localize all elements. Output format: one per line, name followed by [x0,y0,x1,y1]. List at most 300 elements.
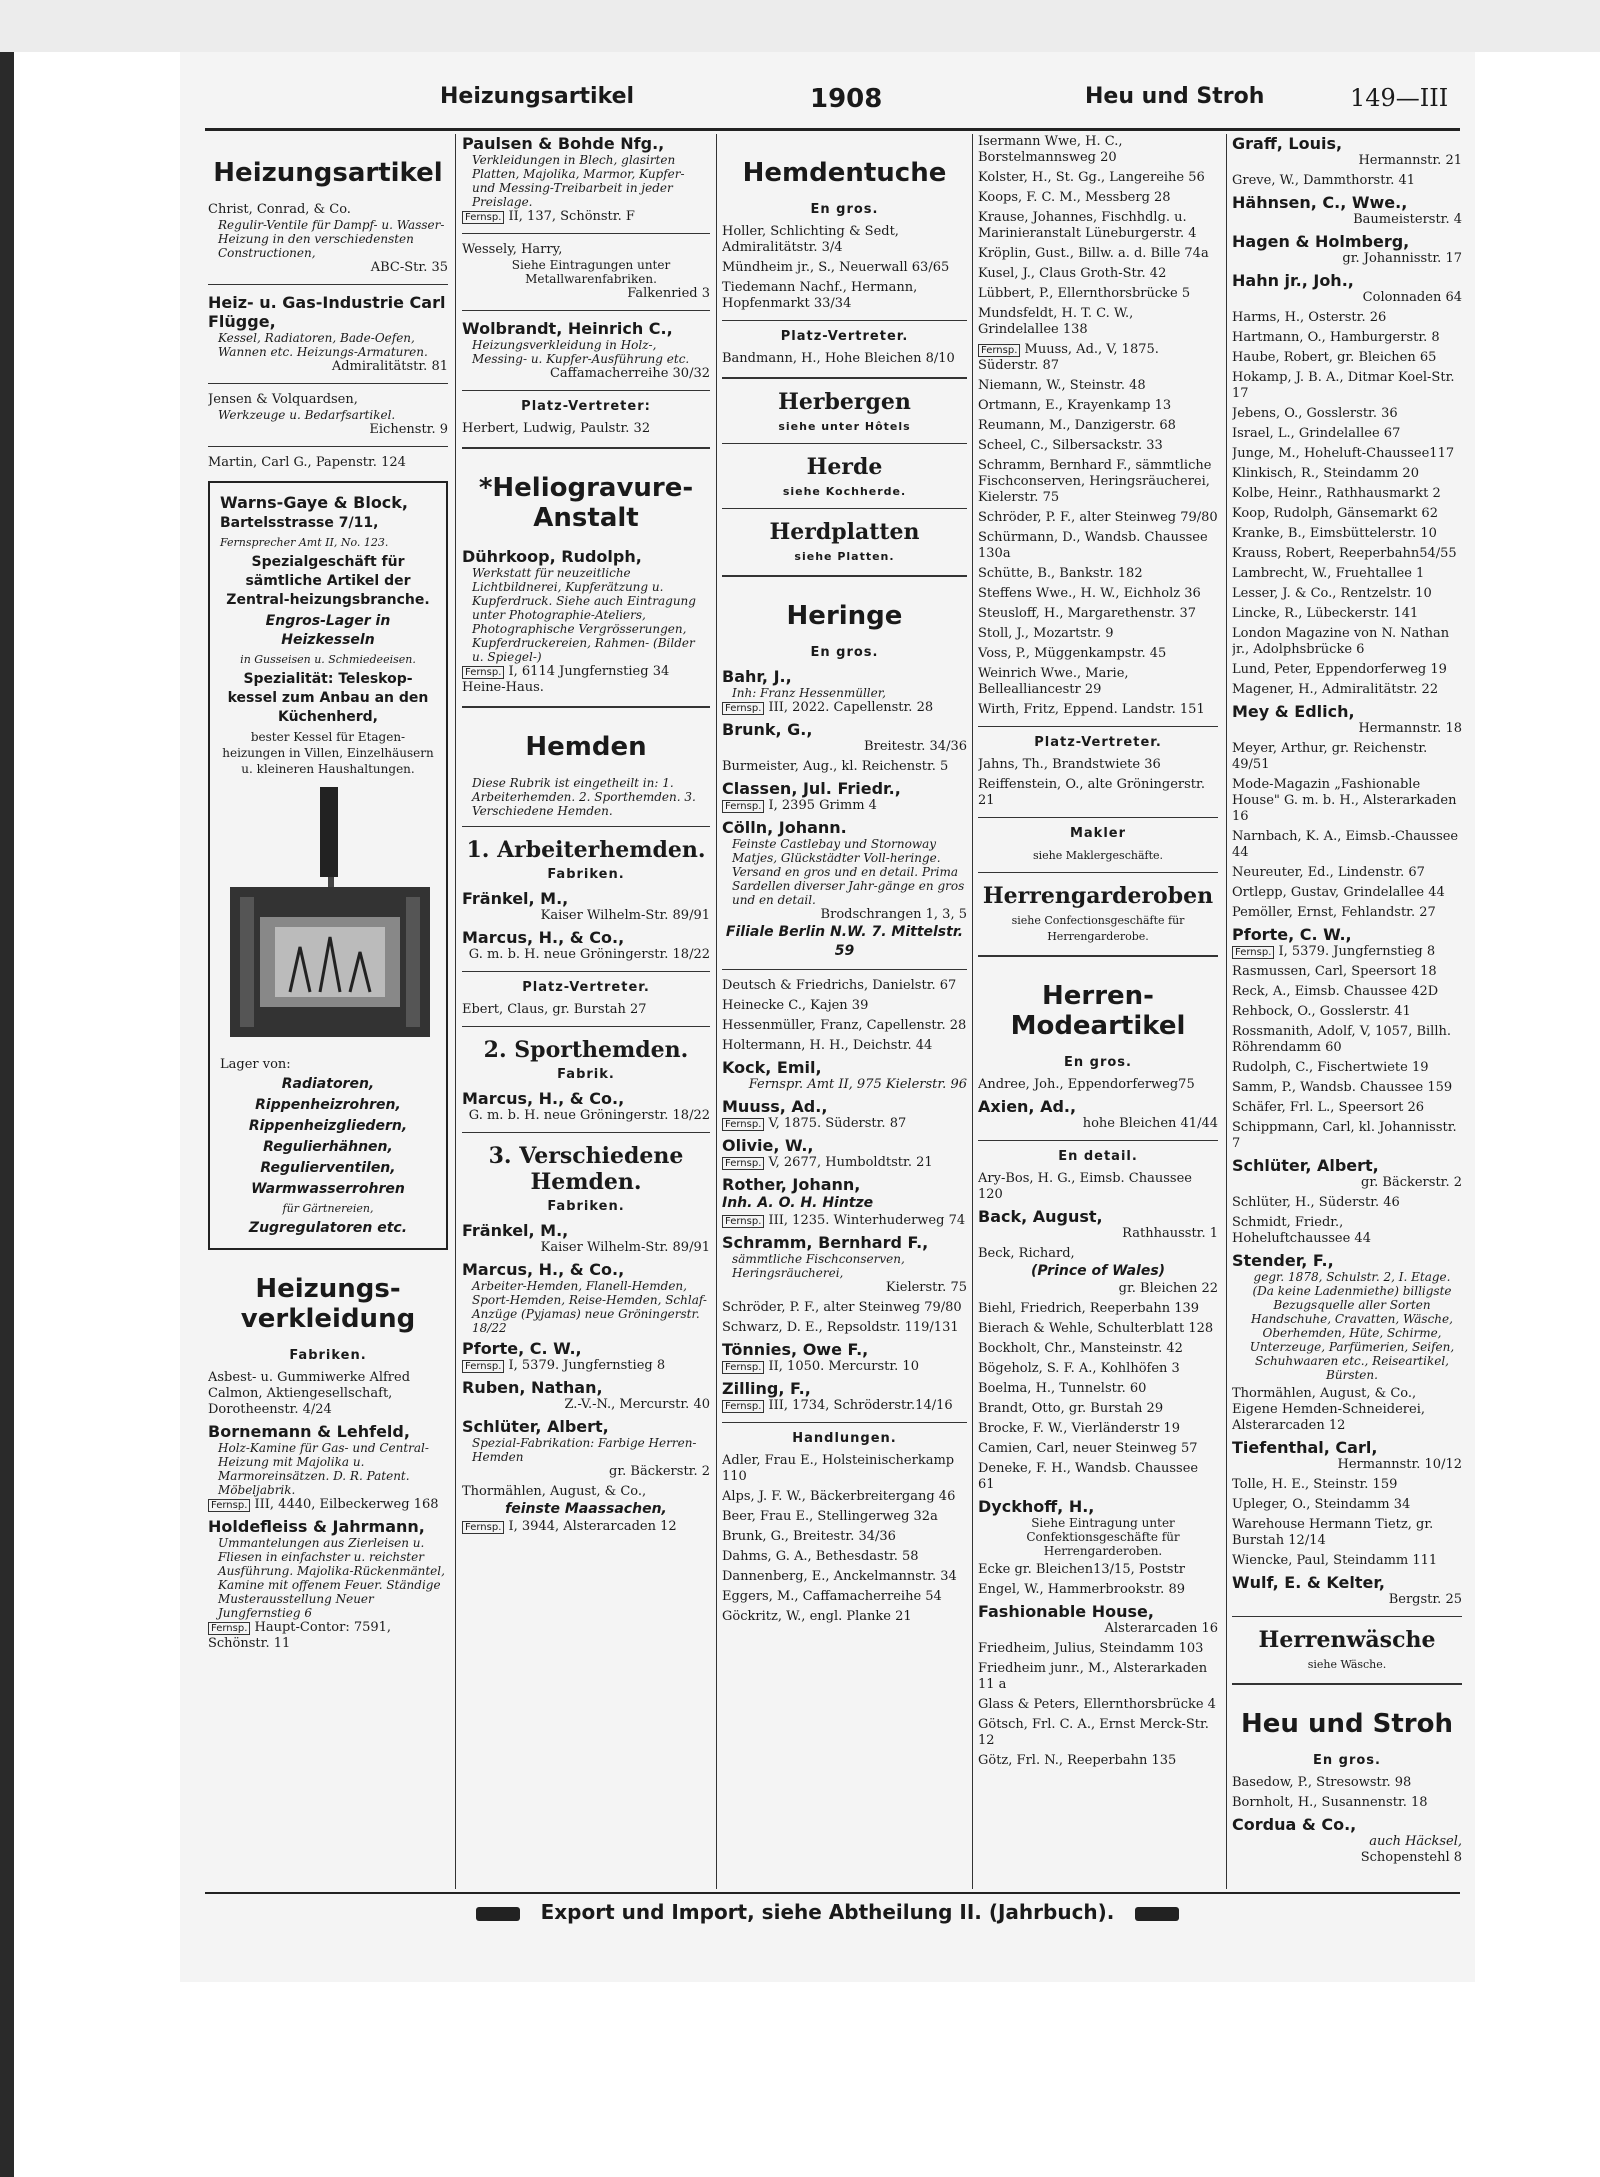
listing-entry: Mündheim jr., S., Neuerwall 63/65 [722,260,950,275]
entry-name: Ruben, Nathan, [462,1378,603,1397]
divider [462,447,710,449]
subheading: Platz-Vertreter. [1034,735,1162,750]
list-item: Pemöller, Ernst, Fehlandstr. 27 [1232,905,1436,920]
entry-description: Kessel, Radiatoren, Bade-Oefen, Wannen etc. Heizungs-Armaturen. [218,331,428,359]
entry-address: V, 2677, Humboldtstr. 21 [768,1155,933,1170]
entry-name: Schlüter, Albert, [1232,1156,1379,1175]
entry-name: Muuss, Ad., [722,1097,828,1116]
listing-entry [462,1089,710,1124]
entry-address: Falkenried 3 [627,286,710,301]
entry-name: Dührkoop, Rudolph, [462,547,642,566]
footer-note [200,1900,1455,1924]
divider [208,383,448,384]
telephone-stamp: Fernsp. [722,1400,764,1413]
entry-name: Paulsen & Bohde Nfg., [462,134,665,153]
list-item: Reiffenstein, O., alte Gröningerstr. 21 [978,777,1205,808]
listing-entry: Holler, Schlichting & Sedt, Admiralitätstr. 3/4 [722,224,899,255]
entry-address: Kaiser Wilhelm-Str. 89/91 [540,908,710,923]
telephone-stamp: Fernsp. [722,800,764,813]
listing-entry [722,1058,967,1093]
list-item [978,342,1218,374]
listing-entry: Herbert, Ludwig, Paulstr. 32 [462,421,651,436]
subheading: Platz-Vertreter. [522,980,650,995]
listing-entry: Hessenmüller, Franz, Capellenstr. 28 [722,1018,967,1033]
list-item: Schürmann, D., Wandsb. Chaussee 130a [978,530,1208,561]
cross-reference: siehe Maklergeschäfte. [1032,849,1164,862]
cross-reference: siehe unter Hôtels [778,420,911,433]
entry-description: Heizungsverkleidung in Holz-, Messing- u. Kupfer-Ausführung etc. [472,338,690,366]
subheading: Fabrik. [557,1067,615,1082]
list-item: Samm, P., Wandsb. Chaussee 159 [1232,1080,1453,1095]
entry-address: Caffamacherreihe 30/32 [549,366,710,381]
entry-address: Rathhausstr. 1 [1122,1226,1218,1241]
subheading: En detail. [1058,1149,1138,1164]
section-heading: Hemdentuche [742,158,947,188]
entry-address: I, 6114 Jungfernstieg 34 Heine-Haus. [462,664,670,695]
list-item: Greve, W., Dammthorstr. 41 [1232,173,1416,188]
entry-name: Bornemann & Lehfeld, [208,1422,410,1441]
listing-entry [1232,925,1462,960]
list-item: London Magazine von N. Nathan jr., Adolphsbrücke 6 [1232,626,1450,657]
list-item: Dahms, G. A., Bethesdastr. 58 [722,1549,919,1564]
entry-description: Holz-Kamine für Gas- und Central-Heizung mit Majolika u. Marmoreinsätzen. D. R. Patent. Möbeljabrik. [218,1441,429,1497]
list-item: Lübbert, P., Ellernthorsbrücke 5 [978,286,1191,301]
ad-item: Rippenheizgliedern, [248,1118,408,1134]
entry-name: Pforte, C. W., [462,1339,582,1358]
entry-name: Jensen & Volquardsen, [208,392,358,407]
ad-street: Bartelsstrasse 7/11, [220,515,379,531]
list-item: Eggers, M., Caffamacherreihe 54 [722,1589,942,1604]
list-item: Neureuter, Ed., Lindenstr. 67 [1232,865,1425,880]
list-item: Lund, Peter, Eppendorferweg 19 [1232,662,1447,677]
ad-item: Warmwasserrohren [251,1181,405,1197]
list-item: Mode-Magazin „Fashionable House" G. m. b. H., Alsterarkaden 16 [1232,777,1457,824]
running-head-right: Heu und Stroh [1085,84,1265,109]
listing-entry [1232,271,1462,306]
subheading: Platz-Vertreter. [780,329,909,344]
entry-description: (Prince of Wales) [1030,1263,1166,1279]
divider [462,971,710,972]
listing-entry [722,1175,967,1229]
entry-address: gr. Johannisstr. 17 [1342,251,1462,266]
list-item: Junge, M., Hoheluft-Chaussee117 [1232,446,1455,461]
listing-entry [1232,1573,1462,1608]
list-item: Krause, Johannes, Fischhdlg. u. Marinieranstalt Lüneburgerstr. 4 [978,210,1197,241]
list-item: Wirth, Fritz, Eppend. Landstr. 151 [978,702,1205,717]
list-item: Israel, L., Grindelallee 67 [1232,426,1401,441]
list-item: Schütte, B., Bankstr. 182 [978,566,1143,581]
entry-name: Schramm, Bernhard F., [722,1233,929,1252]
entry-name: Graff, Louis, [1232,134,1343,153]
list-item: Engel, W., Hammerbrookstr. 89 [978,1582,1185,1597]
listing-entry [208,293,448,375]
listing-entry [722,779,967,814]
entry-text: Muuss, Ad., V, 1875. Süderstr. 87 [978,342,1159,373]
listing-entry [1232,232,1462,267]
cross-reference: siehe Confectionsgeschäfte für Herrengarderobe. [1011,914,1185,943]
section-heading: Heizungs-verkleidung [240,1274,416,1334]
entry-name: Bahr, J., [722,667,792,686]
entry-branch: Filiale Berlin N.W. 7. Mittelstr. 59 [725,924,964,959]
divider [722,969,967,970]
list-item: Lambrecht, W., Fruehtallee 1 [1232,566,1425,581]
ad-text: Lager von: [220,1057,291,1072]
divider [462,1026,710,1027]
entry-address: Colonnaden 64 [1362,290,1462,305]
list-item: Scheel, C., Silbersackstr. 33 [978,438,1163,453]
list-item: Bockholt, Chr., Mansteinstr. 42 [978,1341,1183,1356]
entry-address: III, 2022. Capellenstr. 28 [768,700,934,715]
telephone-stamp: Fernsp. [462,211,504,224]
entry-name: Axien, Ad., [978,1097,1077,1116]
divider [462,310,710,311]
listing-entry [462,1417,710,1480]
list-item: Kranke, B., Eimsbüttelerstr. 10 [1232,526,1437,541]
list-item: Klinkisch, R., Steindamm 20 [1232,466,1419,481]
entry-address: Bergstr. 25 [1388,1592,1462,1607]
divider [978,1140,1218,1141]
list-item: Mundsfeldt, H. T. C. W., Grindelallee 138 [978,306,1134,337]
listing-entry: Asbest- u. Gummiwerke Alfred Calmon, Aktiengesellschaft, Dorotheenstr. 4/24 [208,1370,411,1417]
list-item: Stoll, J., Mozartstr. 9 [978,626,1114,641]
entry-address: Hermannstr. 10/12 [1337,1457,1462,1472]
column-3 [722,134,967,1889]
divider [722,377,967,379]
divider [722,320,967,321]
entry-address: I, 5379. Jungfernstieg 8 [1278,944,1436,959]
list-item: Schlüter, H., Süderstr. 46 [1232,1195,1400,1210]
list-item: Brunk, G., Breitestr. 34/36 [722,1529,896,1544]
list-item: Kröplin, Gust., Billw. a. d. Bille 74a [978,246,1209,261]
subsection-heading: Herrengarderoben [982,883,1214,909]
ad-item: Zugregulatoren etc. [248,1220,408,1236]
listing-entry [978,1097,1218,1132]
divider [462,1132,710,1133]
column-rule [1226,134,1227,1889]
entry-name: Hähnsen, C., Wwe., [1232,193,1408,212]
divider [462,390,710,391]
entry-address: G. m. b. H. neue Gröningerstr. 18/22 [468,947,710,962]
entry-address: Haupt-Contor: 7591, Schönstr. 11 [208,1620,392,1651]
subsection-heading: Herbergen [778,389,911,415]
subsection-heading: 3. Verschiedene Hemden. [488,1143,684,1195]
subheading: En gros. [1313,1753,1381,1768]
list-item: Koops, F. C. M., Messberg 28 [978,190,1171,205]
listing-entry [462,547,710,696]
entry-description: Werkzeuge u. Bedarfsartikel. [218,408,396,422]
listing-entry [978,1602,1218,1637]
subheading: Fabriken. [547,867,625,882]
header-rule [205,128,1460,131]
entry-name: Cordua & Co., [1232,1815,1357,1834]
entry-address: V, 1875. Süderstr. 87 [768,1116,907,1131]
ad-text: Engros-Lager in Heizkesseln [265,613,391,648]
list-item: Isermann Wwe, H. C., Borstelmannsweg 20 [978,134,1123,165]
listing-entry [1232,1156,1462,1191]
listing-entry: Holtermann, H. H., Deichstr. 44 [722,1038,933,1053]
entry-description: gegr. 1878, Schulstr. 2, I. Etage. (Da keine Ladenmiethe) billigste Bezugsquelle aller Sorten Handschuhe, Cravatten, Wäsche, Oberhemden, Hüte, Schirme, Unterzeuge, Parfümerien, Seifen, Schuhwaaren etc., Reiseartikel, Bürsten. [1249,1270,1455,1382]
cross-reference: siehe Wäsche. [1307,1658,1387,1671]
listing-entry [462,1378,710,1413]
subheading: Handlungen. [792,1431,897,1446]
entry-address: ABC-Str. 35 [370,260,448,275]
divider [978,872,1218,873]
entry-name: Cölln, Johann. [722,818,847,837]
advertisement-box [208,481,448,1250]
telephone-stamp: Fernsp. [722,1157,764,1170]
telephone-stamp: Fernsp. [722,702,764,715]
ad-item: Regulierhähnen, [263,1139,393,1155]
entry-name: Christ, Conrad, & Co. [208,202,351,217]
list-item: Basedow, P., Stresowstr. 98 [1232,1775,1412,1790]
list-item: Wiencke, Paul, Steindamm 111 [1232,1553,1438,1568]
listing-entry [1232,1251,1462,1382]
listing-entry [722,667,967,716]
subsection-heading: Herdplatten [769,519,920,545]
entry-name: Schlüter, Albert, [462,1417,609,1436]
divider [208,284,448,285]
list-item: Alps, J. F. W., Bäckerbreitergang 46 [722,1489,956,1504]
list-item: Göckritz, W., engl. Planke 21 [722,1609,912,1624]
scan-top-margin [0,0,1600,52]
list-item: Deneke, F. H., Wandsb. Chaussee 61 [978,1461,1199,1492]
entry-name: Holdefleiss & Jahrmann, [208,1517,425,1536]
divider [462,706,710,708]
listing-entry [462,1339,710,1374]
ad-text: Spezialgeschäft für sämtliche Artikel der Zentral-heizungsbranche. [226,554,430,608]
subsection-heading: 2. Sporthemden. [483,1037,689,1063]
entry-description: feinste Maassachen, [505,1501,667,1517]
listing-entry [722,1233,967,1296]
list-item: Ortmann, E., Krayenkamp 13 [978,398,1172,413]
subheading: Fabriken. [289,1348,367,1363]
entry-address: Hermannstr. 21 [1358,153,1462,168]
list-item: Schippmann, Carl, kl. Johannisstr. 7 [1232,1120,1457,1151]
listing-entry: Burmeister, Aug., kl. Reichenstr. 5 [722,759,949,774]
ad-text: in Gusseisen u. Schmiedeeisen. [240,653,416,666]
entry-address: I, 5379. Jungfernstieg 8 [508,1358,666,1373]
entry-address: I, 2395 Grimm 4 [768,798,877,813]
divider [1232,1616,1462,1617]
telephone-stamp: Fernsp. [208,1499,250,1512]
ad-item: Regulierventilen, [260,1160,396,1176]
entry-address: Eichenstr. 9 [369,422,448,437]
listing-entry [462,928,710,963]
column-5 [1232,134,1462,1889]
listing-entry [1232,193,1462,228]
listing-entry [978,1207,1218,1242]
divider [722,508,967,509]
list-item: Warehouse Hermann Tietz, gr. Burstah 12/14 [1232,1517,1434,1548]
cross-reference: siehe Kochherde. [782,485,907,498]
list-item: Harms, H., Osterstr. 26 [1232,310,1387,325]
entry-address: III, 1734, Schröderstr.14/16 [768,1398,953,1413]
list-item: Kusel, J., Claus Groth-Str. 42 [978,266,1167,281]
listing-entry [462,889,710,924]
list-item: Steffens Wwe., H. W., Eichholz 36 [978,586,1201,601]
ad-item: Radiatoren, [281,1076,375,1092]
telephone-stamp: Fernsp. [208,1622,250,1635]
entry-name: Fränkel, M., [462,1221,569,1240]
entry-description: Feinste Castlebay und Stornoway Matjes, Glückstädter Voll-heringe. Versand en gros und en detail. Prima Sardellen diverser Jahr-gänge en gros und en detail. [732,837,965,907]
entry-description: Inh: Franz Hessenmüller, [732,686,886,700]
entry-address: Hermannstr. 18 [1358,721,1462,736]
list-item: Koop, Rudolph, Gänsemarkt 62 [1232,506,1438,521]
list-item: Camien, Carl, neuer Steinweg 57 [978,1441,1198,1456]
entry-name: Heiz- u. Gas-Industrie Carl Flügge, [208,293,446,331]
divider [462,826,710,827]
entry-address: III, 1235. Winterhuderweg 74 [768,1213,966,1228]
ad-text: bester Kessel für Etagen-heizungen in Villen, Einzelhäusern u. kleineren Haushaltungen. [222,730,434,776]
list-item: Boelma, H., Tunnelstr. 60 [978,1381,1147,1396]
entry-name: Tiefenthal, Carl, [1232,1438,1378,1457]
listing-entry [722,1340,967,1375]
list-item: Bornholt, H., Susannenstr. 18 [1232,1795,1428,1810]
column-1 [208,134,448,1889]
list-item: Niemann, W., Steinstr. 48 [978,378,1146,393]
entry-name: Marcus, H., & Co., [462,928,625,947]
list-item: Kolbe, Heinr., Rathhausmarkt 2 [1232,486,1441,501]
column-2 [462,134,710,1889]
listing-entry: Bandmann, H., Hohe Bleichen 8/10 [722,351,955,366]
telephone-stamp: Fernsp. [722,1215,764,1228]
subheading: En gros. [810,645,879,660]
subheading: En gros. [1064,1055,1132,1070]
page-number: 149—III [1350,84,1449,112]
entry-description: sämmtliche Fischconserven, Heringsräucherei, [732,1252,905,1280]
column-4 [978,134,1218,1889]
ad-item: für Gärtnereien, [282,1202,374,1215]
divider [978,817,1218,818]
entry-address: III, 4440, Eilbeckerweg 168 [254,1497,439,1512]
list-item: Steusloff, H., Margarethenstr. 37 [978,606,1197,621]
footer-rule [205,1892,1460,1894]
entry-address: gr. Bäckerstr. 2 [1361,1175,1462,1190]
divider [208,446,448,447]
section-heading: Heringe [786,601,903,631]
entry-address: gr. Bäckerstr. 2 [609,1464,710,1479]
entry-address: Fernspr. Amt II, 975 Kielerstr. 96 [748,1077,967,1092]
entry-name: Olivie, W., [722,1136,814,1155]
listing-entry [208,1517,448,1652]
entry-name: Zilling, F., [722,1379,811,1398]
entry-description: auch Häcksel, [1369,1834,1462,1849]
listing-entry [1232,134,1462,169]
section-heading: Heu und Stroh [1241,1709,1453,1739]
entry-address: Alsterarcaden 16 [1104,1621,1218,1636]
telephone-stamp: Fernsp. [1232,946,1274,959]
list-item: Brandt, Otto, gr. Burstah 29 [978,1401,1164,1416]
list-item: Biehl, Friedrich, Reeperbahn 139 [978,1301,1200,1316]
entry-description: Regulir-Ventile für Dampf- u. Wasser-Heizung in den verschiedensten Constructionen, [218,218,445,260]
list-item: Hartmann, O., Hamburgerstr. 8 [1232,330,1440,345]
listing-entry: Martin, Carl G., Papenstr. 124 [208,455,406,470]
list-item: Götsch, Frl. C. A., Ernst Merck-Str. 12 [978,1717,1209,1748]
telephone-stamp: Fernsp. [462,1521,504,1534]
list-item: Schäfer, Frl. L., Speersort 26 [1232,1100,1424,1115]
list-item: Bögeholz, S. F. A., Kohlhöfen 3 [978,1361,1180,1376]
entry-name: Dyckhoff, H., [978,1497,1095,1516]
listing-entry [208,1422,448,1513]
list-item: Jebens, O., Gosslerstr. 36 [1232,406,1398,421]
list-item: Schmidt, Friedr., Hoheluftchaussee 44 [1232,1215,1371,1246]
entry-description: Arbeiter-Hemden, Flanell-Hemden, Sport-Hemden, Reise-Hemden, Schlaf-Anzüge (Pyjamas) neue Gröningerstr. 18/22 [472,1279,707,1335]
entry-description: Inh. A. O. H. Hintze [722,1195,874,1211]
entry-description: Siehe Eintragung unter Confektionsgeschäfte für Herrengarderoben. [1026,1516,1180,1558]
entry-name: Kock, Emil, [722,1058,822,1077]
entry-address: Brodschrangen 1, 3, 5 [820,907,967,922]
list-item: Voss, P., Müggenkampstr. 45 [978,646,1167,661]
list-item: Brocke, F. W., Vierländerstr 19 [978,1421,1180,1436]
entry-name: Rother, Johann, [722,1175,861,1194]
subheading: En gros. [810,202,879,217]
section-heading: *Heliogravure-Anstalt [478,473,694,533]
listing-entry [978,1497,1218,1558]
listing-entry: Ebert, Claus, gr. Burstah 27 [462,1002,647,1017]
entry-name: Mey & Edlich, [1232,702,1355,721]
listing-entry [1232,702,1462,737]
list-item: Rossmanith, Adolf, V, 1057, Billh. Röhrendamm 60 [1232,1024,1451,1055]
entry-description: Spezial-Fabrikation: Farbige Herren-Hemden [472,1436,697,1464]
column-rule [455,134,456,1889]
list-item: Rasmussen, Carl, Speersort 18 [1232,964,1437,979]
list-item: Lincke, R., Lübeckerstr. 141 [1232,606,1419,621]
cross-reference: siehe Platten. [794,550,895,563]
section-note: Diese Rubrik ist eingetheilt in: 1. Arbeiterhemden. 2. Sporthemden. 3. Verschiedene Hemden. [472,776,696,818]
entry-name: Hahn jr., Joh., [1232,271,1354,290]
entry-address: Kaiser Wilhelm-Str. 89/91 [540,1240,710,1255]
section-heading: Hemden [525,732,647,762]
entry-description: Siehe Eintragungen unter Metallwarenfabriken. [511,258,671,286]
list-item: Thormählen, August, & Co., Eigene Hemden-Schneiderei, Alsterarcaden 12 [1232,1386,1425,1433]
listing-entry [462,1221,710,1256]
divider [1232,1683,1462,1685]
subheading: Fabriken. [547,1199,625,1214]
listing-entry [722,1097,967,1132]
scan-border [0,0,14,2177]
entry-name: Back, August, [978,1207,1103,1226]
ad-company-name: Warns-Gaye & Block, [220,493,409,512]
listing-entry [1232,1815,1462,1866]
entry-address: gr. Bleichen 22 [1118,1281,1218,1296]
listing-entry: Heinecke C., Kajen 39 [722,998,869,1013]
entry-address: I, 3944, Alsterarcaden 12 [508,1519,677,1534]
list-item: Narnbach, K. A., Eimsb.-Chaussee 44 [1232,829,1459,860]
entry-address: hohe Bleichen 41/44 [1082,1116,1218,1131]
list-item: Krauss, Robert, Reeperbahn54/55 [1232,546,1457,561]
listing-entry [208,392,448,438]
entry-description: Ummantelungen aus Zierleisen u. Fliesen in einfachster u. reichster Ausführung. Majolika-Rückenmäntel, Kamine mit offenem Feuer. Ständige Musterausstellung Neuer Jungfernstieg 6 [218,1536,445,1620]
footer-text: Export und Import, siehe Abtheilung II. (Jahrbuch). [540,1900,1115,1924]
entry-address: Breitestr. 34/36 [864,739,967,754]
entry-name: Wessely, Harry, [462,242,563,257]
listing-entry [462,319,710,382]
ad-text: Spezialität: Teleskop-kessel zum Anbau an den Küchenherd, [227,671,429,725]
column-rule [716,134,717,1889]
listing-entry [978,1246,1218,1297]
subsection-heading: Herde [806,454,883,480]
listing-entry [722,1136,967,1171]
section-heading: Herren-Modeartikel [1010,981,1186,1041]
listing-entry [208,202,448,276]
entry-name: Tönnies, Owe F., [722,1340,869,1359]
list-item: Adler, Frau E., Holsteinischerkamp 110 [722,1453,955,1484]
listing-entry [462,1260,710,1335]
divider [462,233,710,234]
list-item: Andree, Joh., Eppendorferweg75 [978,1077,1195,1092]
entry-name: Classen, Jul. Friedr., [722,779,901,798]
list-item: Magener, H., Admiralitätstr. 22 [1232,682,1439,697]
